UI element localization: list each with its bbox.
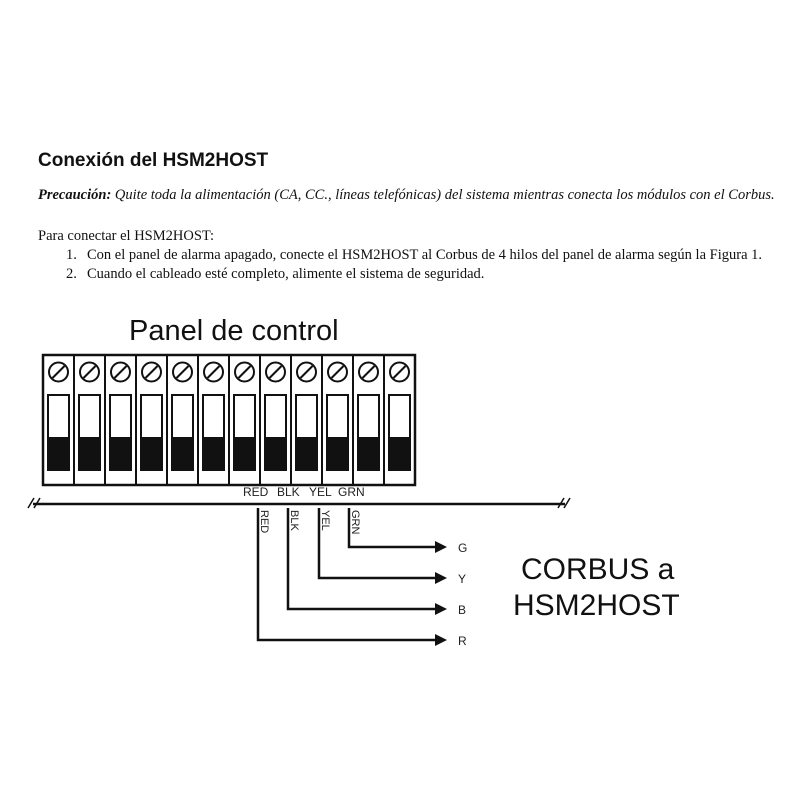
caution-text: Quite toda la alimentación (CA, CC., líneas telefónicas) del sistema mientras conecta los módulos con el Corbus.	[114, 187, 775, 203]
output-label-y: Y	[458, 572, 467, 586]
wiring-figure	[25, 305, 715, 650]
wire-red	[258, 508, 435, 640]
corbus-caption-line2: HSM2HOST	[513, 589, 680, 622]
step-number: 2.	[66, 266, 77, 282]
caution-label: Precaución:	[38, 187, 112, 203]
wire-yel	[319, 508, 435, 578]
arrow-head	[435, 603, 447, 615]
terminal-slot-fill	[48, 437, 69, 470]
output-label-b: B	[458, 603, 467, 617]
wire-label-grn-vertical: GRN	[349, 510, 361, 535]
arrow-head	[435, 541, 447, 553]
panel-title: Panel de control	[129, 315, 339, 347]
list-item	[62, 265, 782, 284]
wire-label-red-vertical: RED	[258, 510, 270, 534]
terminal-slot-fill	[358, 437, 379, 470]
terminal-slot-fill	[265, 437, 286, 470]
terminal-slot-fill	[141, 437, 162, 470]
output-label-g: G	[458, 541, 468, 555]
wire-label-grn: GRN	[338, 485, 365, 499]
caution-paragraph	[38, 186, 778, 205]
wire-label-red: RED	[243, 485, 269, 499]
corbus-caption-line1: CORBUS a	[521, 553, 675, 586]
terminal-slot-fill	[389, 437, 410, 470]
step-number: 1.	[66, 247, 77, 263]
terminal-slot-fill	[203, 437, 224, 470]
output-label-r: R	[458, 634, 467, 648]
list-item	[62, 246, 782, 265]
terminal-slot-fill	[110, 437, 131, 470]
terminal-slot-fill	[234, 437, 255, 470]
section-heading: Conexión del HSM2HOST	[38, 150, 269, 171]
arrow-head	[435, 634, 447, 646]
terminal-slot-fill	[79, 437, 100, 470]
arrow-head	[435, 572, 447, 584]
wire-label-yel-vertical: YEL	[319, 510, 331, 531]
terminal-slot-fill	[172, 437, 193, 470]
terminal-slot-fill	[296, 437, 317, 470]
wire-label-yel: YEL	[309, 485, 332, 499]
wire-label-blk: BLK	[277, 485, 300, 499]
wiring-diagram	[25, 305, 715, 650]
intro-text: Para conectar el HSM2HOST:	[38, 228, 215, 244]
step-text: Cuando el cableado esté completo, alimente el sistema de seguridad.	[87, 266, 485, 282]
steps-list	[62, 246, 782, 284]
step-text: Con el panel de alarma apagado, conecte el HSM2HOST al Corbus de 4 hilos del panel de alarma según la Figura 1.	[87, 247, 763, 263]
terminal-slot-fill	[327, 437, 348, 470]
wire-label-blk-vertical: BLK	[288, 510, 300, 531]
terminal-block	[43, 355, 415, 485]
